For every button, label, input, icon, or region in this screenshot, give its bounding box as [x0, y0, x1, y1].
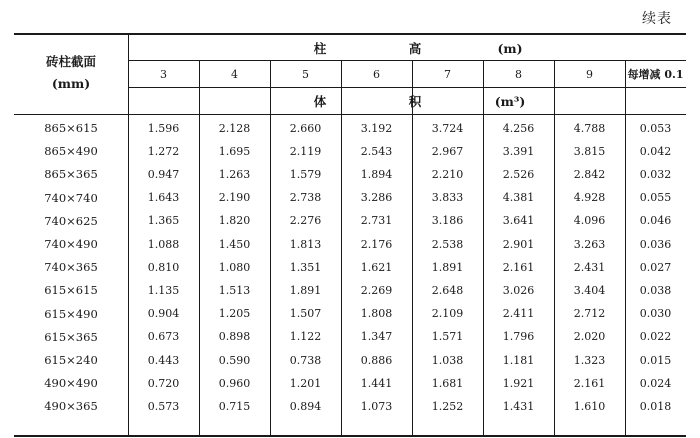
column-group-title-1: 柱 [313, 41, 327, 56]
volume-cell: 0.046 [639, 214, 672, 228]
volume-cell: 0.960 [218, 376, 251, 390]
volume-cell: 1.088 [147, 237, 180, 251]
row-section-label: 740×625 [44, 213, 98, 228]
volume-cell: 1.431 [502, 399, 535, 413]
volume-cell: 0.443 [147, 353, 180, 367]
volume-cell: 0.027 [639, 260, 672, 274]
volume-cell: 1.681 [431, 376, 464, 390]
column-group-rule [128, 60, 686, 61]
volume-cell: 1.205 [218, 307, 251, 321]
column-group-title-2: 高 [408, 41, 422, 56]
row-section-label: 865×365 [44, 167, 98, 182]
volume-cell: 0.038 [639, 283, 672, 297]
volume-cell: 2.190 [218, 191, 251, 205]
volume-cell: 1.891 [289, 283, 322, 297]
volume-cell: 0.715 [218, 399, 251, 413]
volume-cell: 0.590 [218, 353, 251, 367]
volume-cell: 2.538 [431, 237, 464, 251]
volume-cell: 4.788 [573, 121, 606, 135]
volume-cell: 2.431 [573, 260, 606, 274]
volume-cell: 1.894 [360, 167, 393, 181]
table-top-rule [14, 33, 686, 35]
row-section-label: 740×490 [44, 237, 98, 251]
volume-cell: 1.507 [289, 307, 322, 321]
volume-cell: 2.109 [431, 307, 464, 321]
volume-cell: 1.441 [360, 376, 393, 390]
volume-cell: 0.904 [147, 307, 180, 321]
continued-label: 续表 [642, 11, 672, 27]
volume-cell: 0.053 [639, 121, 672, 135]
volume-cell: 1.080 [218, 260, 251, 274]
volume-cell: 2.269 [360, 283, 393, 297]
volume-cell: 0.024 [639, 376, 672, 390]
volume-cell: 1.252 [431, 399, 464, 413]
column-header-rule [128, 87, 686, 88]
volume-cell: 3.026 [502, 283, 535, 297]
row-label-title: 砖柱截面 [45, 54, 96, 69]
volume-cell: 1.263 [218, 167, 251, 181]
volume-cell: 2.210 [431, 167, 464, 181]
volume-cell: 1.813 [289, 237, 322, 251]
volume-cell: 4.928 [573, 191, 606, 205]
volume-cell: 1.610 [573, 399, 606, 413]
volume-cell: 1.181 [502, 353, 535, 367]
volume-cell: 3.391 [502, 144, 535, 158]
volume-cell: 3.404 [573, 283, 606, 297]
column-group-title-3: (m) [497, 40, 523, 56]
volume-cell: 1.365 [147, 214, 180, 228]
volume-cell: 1.643 [147, 191, 180, 205]
row-section-label: 490×365 [44, 399, 98, 414]
volume-cell: 0.015 [639, 353, 672, 367]
row-section-label: 865×490 [44, 144, 98, 159]
volume-cell: 0.032 [639, 167, 672, 181]
volume-cell: 1.323 [573, 353, 606, 367]
volume-cell: 4.256 [502, 121, 535, 135]
column-header-1: 3 [160, 67, 167, 81]
volume-cell: 1.201 [289, 376, 322, 390]
column-header-6: 8 [515, 67, 522, 81]
volume-cell: 2.731 [360, 214, 393, 228]
volume-cell: 1.579 [289, 167, 322, 181]
volume-cell: 0.894 [289, 399, 322, 413]
row-section-label: 615×615 [44, 283, 98, 298]
volume-cell: 2.738 [289, 191, 322, 205]
row-section-label: 740×740 [44, 190, 98, 205]
volume-cell: 2.901 [502, 237, 535, 251]
volume-cell: 1.808 [360, 307, 393, 321]
volume-cell: 3.192 [360, 121, 393, 135]
volume-cell: 3.186 [431, 214, 464, 228]
volume-cell: 2.543 [360, 144, 393, 158]
volume-cell: 1.122 [289, 330, 322, 344]
volume-cell: 0.055 [639, 191, 672, 205]
volume-cell: 0.738 [289, 353, 322, 367]
volume-cell: 1.621 [360, 260, 393, 274]
volume-cell: 2.020 [573, 330, 606, 344]
volume-cell: 2.161 [573, 376, 606, 390]
volume-cell: 1.038 [431, 353, 464, 367]
volume-cell: 2.276 [289, 214, 322, 228]
column-header-2: 4 [231, 67, 238, 81]
value-group-title-2: 积 [408, 94, 422, 109]
volume-cell: 2.411 [502, 307, 535, 321]
volume-cell: 0.022 [639, 330, 672, 344]
volume-cell: 1.135 [147, 283, 180, 297]
volume-cell: 1.921 [502, 376, 535, 390]
header-bottom-rule [14, 114, 686, 115]
volume-cell: 2.176 [360, 237, 393, 251]
column-header-4: 6 [373, 67, 380, 81]
volume-cell: 1.073 [360, 399, 393, 413]
volume-cell: 2.526 [502, 167, 535, 181]
volume-cell: 1.513 [218, 283, 251, 297]
volume-cell: 4.381 [502, 191, 535, 205]
value-group-title-1: 体 [313, 94, 327, 109]
column-header-8: 每增减 0.1 [627, 68, 684, 81]
volume-cell: 4.096 [573, 214, 606, 228]
volume-cell: 2.648 [431, 283, 464, 297]
volume-cell: 2.119 [289, 144, 322, 158]
row-section-label: 615×365 [44, 329, 98, 344]
volume-cell: 1.796 [502, 330, 535, 344]
table-bottom-rule [14, 435, 686, 437]
row-section-label: 615×240 [44, 353, 98, 367]
volume-cell: 2.967 [431, 144, 464, 158]
column-header-5: 7 [444, 67, 451, 81]
row-section-label: 865×615 [44, 121, 98, 135]
volume-cell: 3.263 [573, 237, 606, 251]
row-section-label: 740×365 [44, 260, 98, 275]
volume-cell: 1.820 [218, 214, 251, 228]
volume-cell: 0.573 [147, 399, 180, 413]
volume-cell: 1.450 [218, 237, 251, 251]
value-group-title-3: (m³) [494, 93, 526, 109]
volume-cell: 0.947 [147, 167, 180, 181]
volume-cell: 3.833 [431, 191, 464, 205]
volume-cell: 3.724 [431, 121, 464, 135]
column-header-7: 9 [586, 67, 593, 81]
volume-cell: 2.712 [573, 307, 606, 321]
volume-cell: 0.720 [147, 376, 180, 390]
volume-cell: 1.347 [360, 330, 393, 344]
volume-cell: 1.351 [289, 260, 322, 274]
row-label-unit: (mm) [51, 75, 91, 91]
volume-cell: 1.272 [147, 144, 180, 158]
volume-cell: 0.030 [639, 307, 672, 321]
volume-cell: 2.660 [289, 121, 322, 135]
column-header-3: 5 [302, 67, 309, 81]
volume-cell: 1.571 [431, 330, 464, 344]
volume-cell: 2.842 [573, 167, 606, 181]
volume-cell: 1.891 [431, 260, 464, 274]
volume-cell: 3.641 [502, 214, 535, 228]
volume-cell: 0.886 [360, 353, 393, 367]
volume-cell: 1.695 [218, 144, 251, 158]
volume-cell: 2.161 [502, 260, 535, 274]
volume-cell: 2.128 [218, 121, 251, 135]
row-section-label: 615×490 [44, 306, 98, 321]
row-section-label: 490×490 [44, 376, 98, 391]
volume-cell: 0.018 [639, 399, 672, 413]
volume-cell: 0.042 [639, 144, 672, 158]
volume-cell: 0.898 [218, 330, 251, 344]
volume-cell: 0.036 [639, 237, 672, 251]
volume-cell: 3.286 [360, 191, 393, 205]
volume-cell: 3.815 [573, 144, 606, 158]
volume-cell: 0.673 [147, 330, 180, 344]
volume-cell: 0.810 [147, 260, 180, 274]
volume-cell: 1.596 [147, 121, 180, 135]
